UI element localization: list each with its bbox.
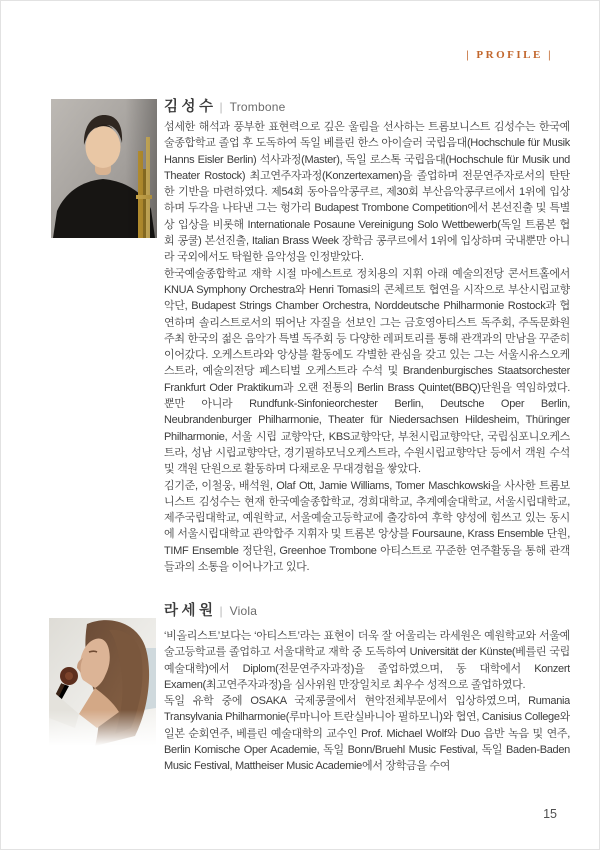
trombonist-portrait-photo: [51, 99, 157, 238]
bio-paragraph: 섬세한 해석과 풍부한 표현력으로 깊은 울림을 선사하는 트롬보니스트 김성수는 한국예술종합학교 졸업 후 도독하여 독일 베를린 한스 아이슬러 국립음대(Hochschule für Musik Hanns Eisler Berlin) 석사과정(Master), 독일 로스톡 국립음대(Hochschule für Musik und Theater Rostock) 최고연주자과정(Konzertexamen)을 졸업하며 전문연주자로서의 탄탄한 기반을 마련하였다. 제54회 동아음악콩쿠르, 제30회 부산음악콩쿠르에서 1위에 입상하며 두각을 나타낸 그는 헝가리 Budapest Trombone Competition에서 본선진출 및 특별상 입상을 비롯해 Internationale Posaune Vereinigung Solo Wettbewerb(독일 트롬본 협회 콩쿨) 본선진출, Italian Brass Week 장학금 콩쿠르에서 1위에 입상하며 국내뿐만 아니라 국외에서도 탁월한 음악성을 인정받았다.: [164, 121, 570, 264]
page-header-label: | PROFILE |: [466, 49, 553, 61]
bio-trombonist: [164, 119, 570, 597]
bio-paragraph: ‘비올리스트’보다는 ‘아티스트’라는 표현이 더욱 잘 어울리는 라세원은 예원학교와 서울예술고등학교를 졸업하고 서울대학교 재학 중 도독하여 Universität der Künste(베를린 국립예술대학)에서 Diplom(전문연주자과정)을 졸업하였으며, 동 대학에서 Konzert Examen(최고연주자과정)을 심사위원 만장일치로 최우수 성적으로 졸업하였다.: [164, 630, 570, 691]
profile-heading-viola: [164, 599, 257, 620]
bio-paragraph: 한국예술종합학교 재학 시절 마에스트로 정치용의 지휘 아래 예술의전당 콘서트홀에서 KNUA Symphony Orchestra와 Henri Tomasi의 콘체르토 협연을 시작으로 부산시립교향악단, Budapest Strings Chamber Orchestra, Norddeutsche Philharmonie Rostock과 협연하며 솔리스트로서의 뛰어난 자질을 선보인 그는 금호영아티스트 독주회, 주독문화원 주최 한국의 젊은 음악가 특별 독주회 등 다양한 레퍼토리를 통해 관객과의 만남을 꾸준히 이어갔다. 오케스트라와 앙상블 활동에도 각별한 관심을 갖고 있는 그는 서울시유스오케스트라, 예술의전당 페스티벌 오케스트라 수석 및 Brandenburgisches Staatsorchester Frankfurt Oder Praktikum과 오랜 전통의 Berlin Brass Quintet(BBQ)단원을 역임하였다. 뿐만 아니라 Rundfunk-Sinfonieorchester Berlin, Deutsche Oper Berlin, Neubrandenburger Philharmonie, Theater für Niedersachsen Hildesheim, Thüringer Philharmonie, 서울 시립 교향악단, KBS교향악단, 부천시립교향악단, 국립심포니오케스트라, 성남 시립교향악단, 경기필하모닉오케스트라, 수원시립교향악단 등에서 객원 수석 및 객원 단원으로 활동하며 다채로운 무대경험을 쌓았다.: [164, 267, 570, 476]
bio-paragraph: 독일 유학 중에 OSAKA 국제콩쿨에서 현악전체부문에서 입상하였으며, Rumania Transylvania Philharmonie(루마니아 트란실바니아 필하모니)와 협연, Canisius College와 일본 순회연주, 베를린 예술대학의 교수인 Prof. Michael Wolf와 Duo 음반 녹음 및 연주, Berlin Komische Oper Academie, 독일 Bonn/Bruehl Music Festival, 독일 Baden-Baden Music Festival, Mattheiser Music Academie에서 장학금을 수여: [164, 695, 570, 773]
profile-heading-trombone: [164, 95, 286, 116]
violist-portrait-photo: [49, 618, 156, 746]
instrument-label: Viola: [229, 604, 258, 618]
performer-name: 라세원: [164, 603, 217, 619]
heading-divider: |: [219, 604, 223, 618]
bio-paragraph: 김기준, 이철웅, 배석원, Olaf Ott, Jamie Williams, Tomer Maschkowski을 사사한 트롬보니스트 김성수는 현재 한국예술종합학교, 경희대학교, 추계예술대학교, 서울시립대학교, 제주국립대학교, 예원학교, 서울예술고등학교에 출강하여 후학 양성에 힘쓰고 있는 동시에 서울시립대학교 관악합주 지휘자 및 트롬본 앙상블 Foursaune, Krass Ensemble 단원, TIMF Ensemble 정단원, Greenhoe Trombone 아티스트로 꾸준한 연주활동을 통해 관객들과의 소통을 이어나가고 있다.: [164, 479, 570, 574]
heading-divider: |: [219, 100, 223, 114]
page-number: 15: [543, 807, 557, 821]
performer-name: 김성수: [164, 99, 217, 115]
instrument-label: Trombone: [229, 100, 286, 114]
bio-violist: [164, 628, 570, 778]
